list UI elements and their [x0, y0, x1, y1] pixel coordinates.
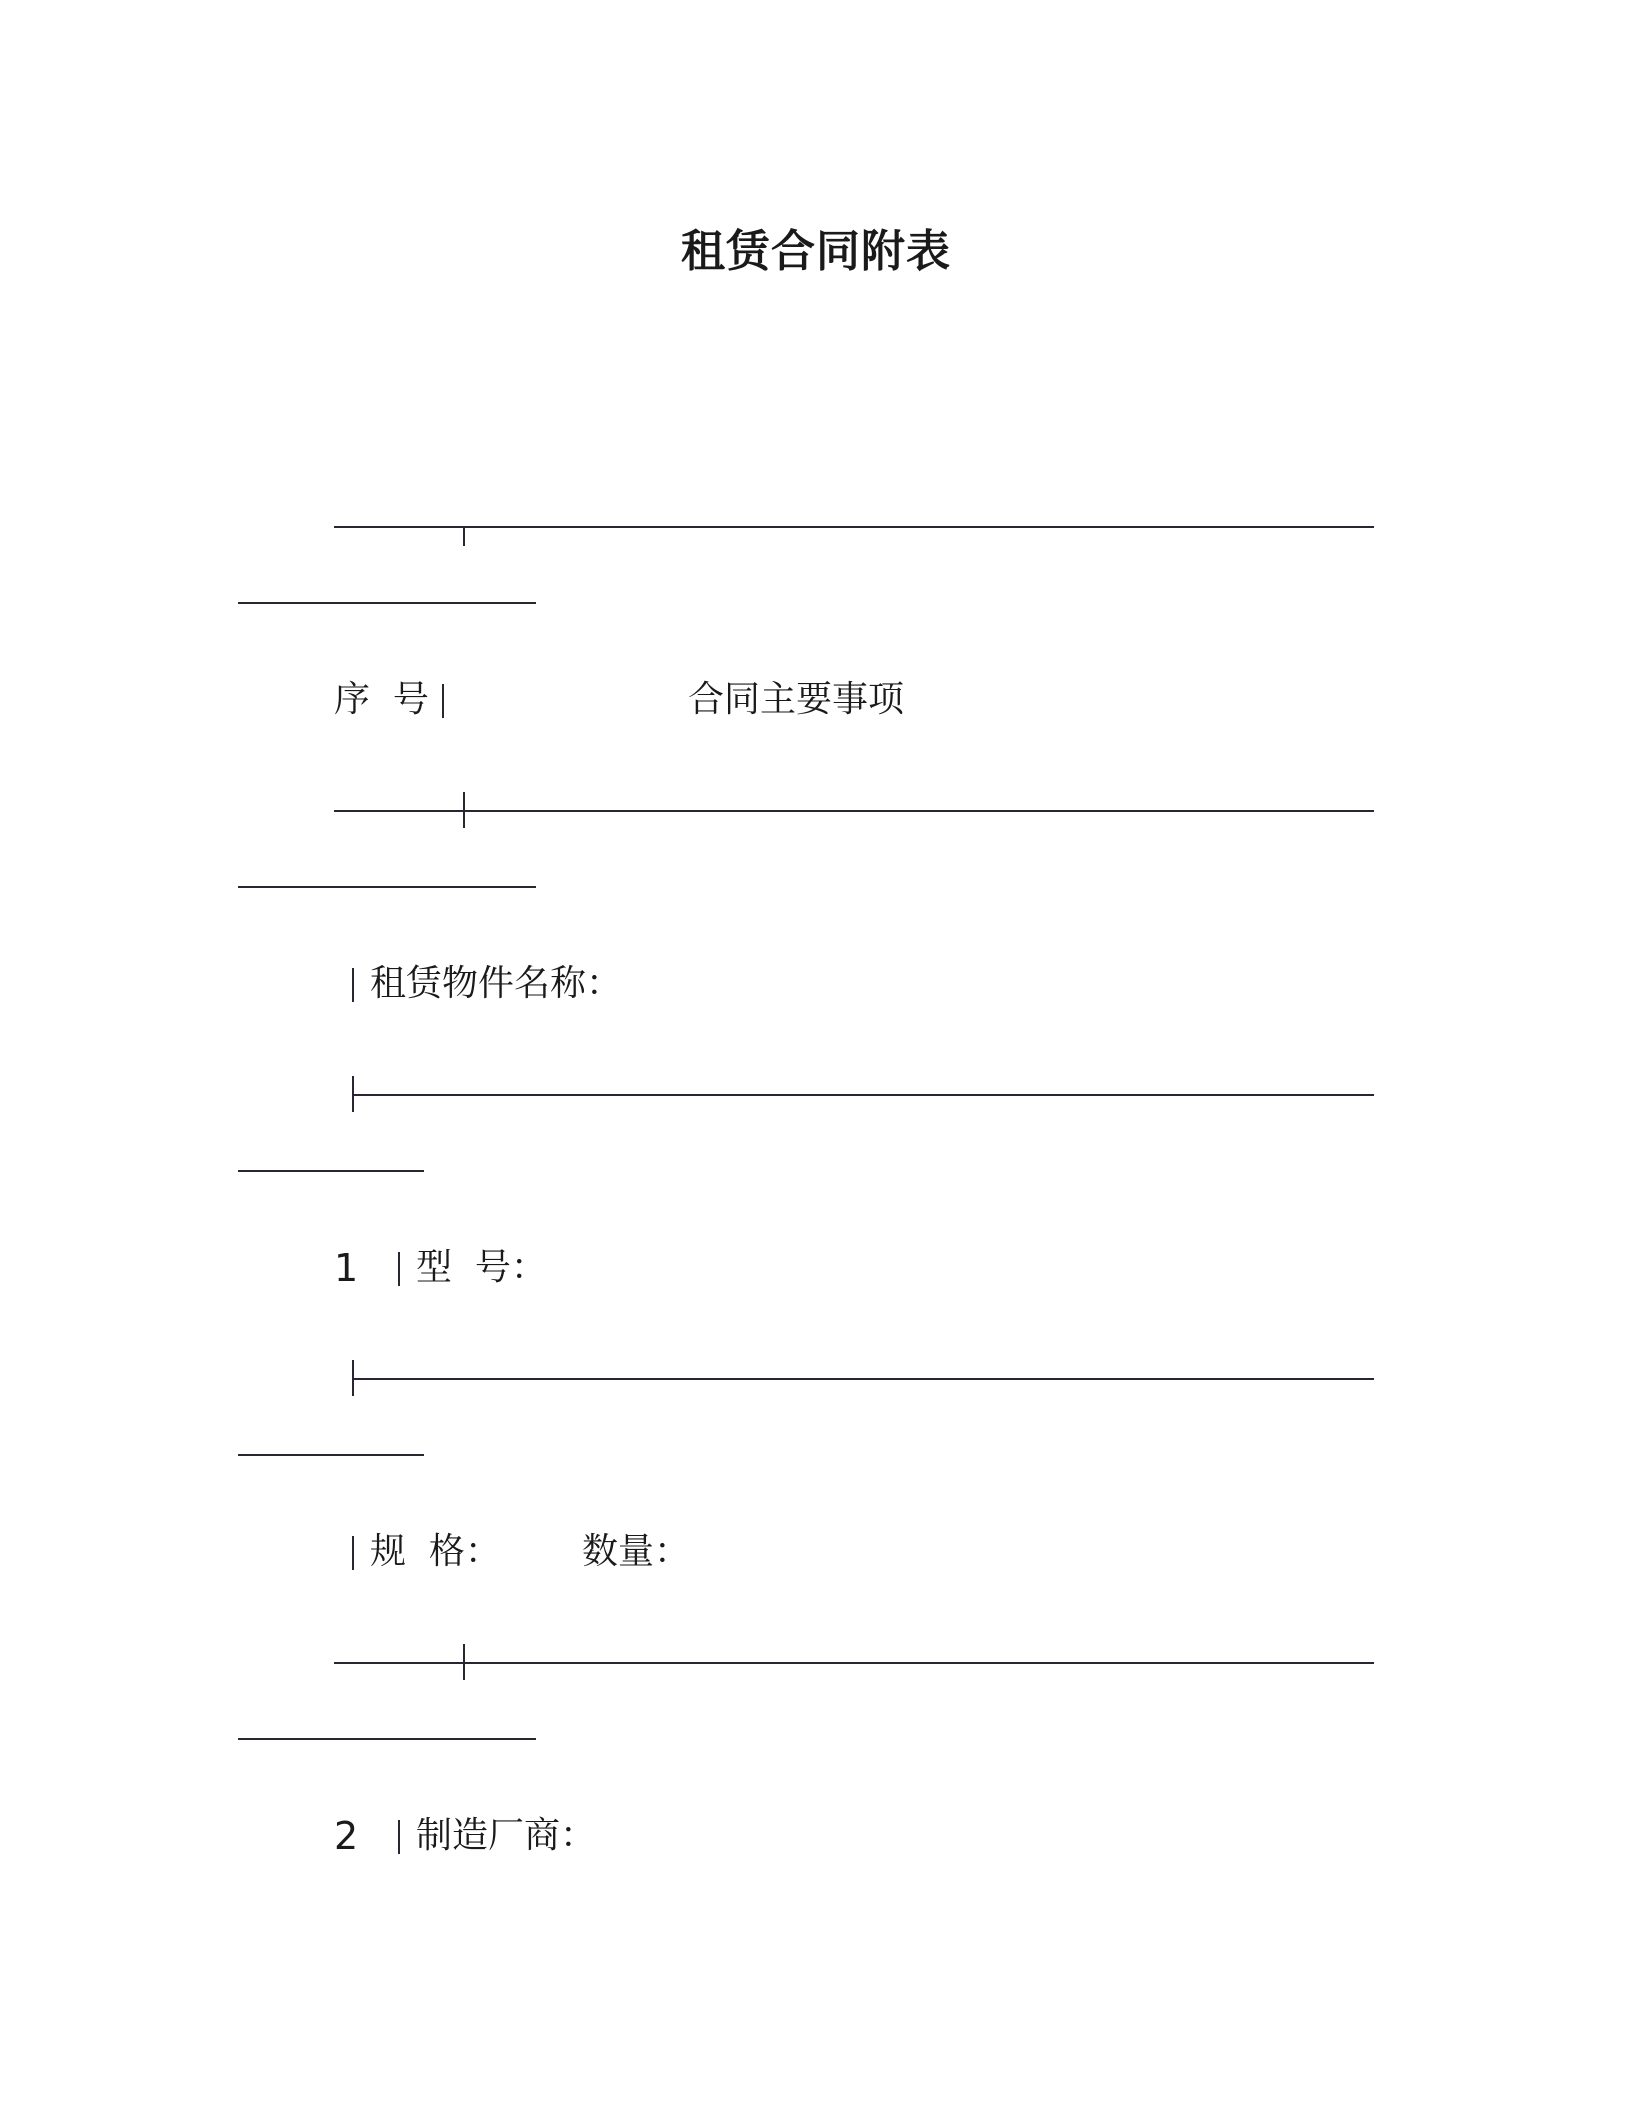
column-divider: [398, 1252, 400, 1286]
field-label: 数量：: [582, 1531, 691, 1572]
field-label: 制造厂商：: [416, 1815, 597, 1856]
column-divider-tick: [352, 1076, 354, 1112]
row-number: 1: [334, 1246, 359, 1290]
table-border-top-continuation: [238, 602, 536, 604]
column-divider-tick: [463, 526, 465, 546]
column-divider: [398, 1820, 400, 1854]
column-divider-tick: [463, 792, 465, 828]
row-separator: [334, 1662, 1374, 1664]
row-separator-continuation: [238, 1738, 536, 1740]
field-label: 租赁物件名称：: [370, 963, 623, 1004]
row-separator-continuation: [238, 886, 536, 888]
row-separator-continuation: [238, 1454, 424, 1456]
field-label: 规 格：: [370, 1531, 501, 1572]
column-divider: [352, 968, 354, 1002]
seq-column-header: 序 号: [334, 679, 429, 720]
items-column-header: 合同主要事项: [688, 679, 905, 720]
field-label: 型 号：: [416, 1247, 547, 1288]
column-divider: [352, 1536, 354, 1570]
column-divider-tick: [463, 1644, 465, 1680]
document-title: 租赁合同附表: [681, 226, 951, 277]
row-separator: [352, 1094, 1374, 1096]
table-border-top: [334, 526, 1374, 528]
column-divider-tick: [352, 1360, 354, 1396]
row-separator: [334, 810, 1374, 812]
row-separator-continuation: [238, 1170, 424, 1172]
column-divider: [442, 684, 444, 718]
row-number: 2: [334, 1814, 359, 1858]
row-separator: [352, 1378, 1374, 1380]
